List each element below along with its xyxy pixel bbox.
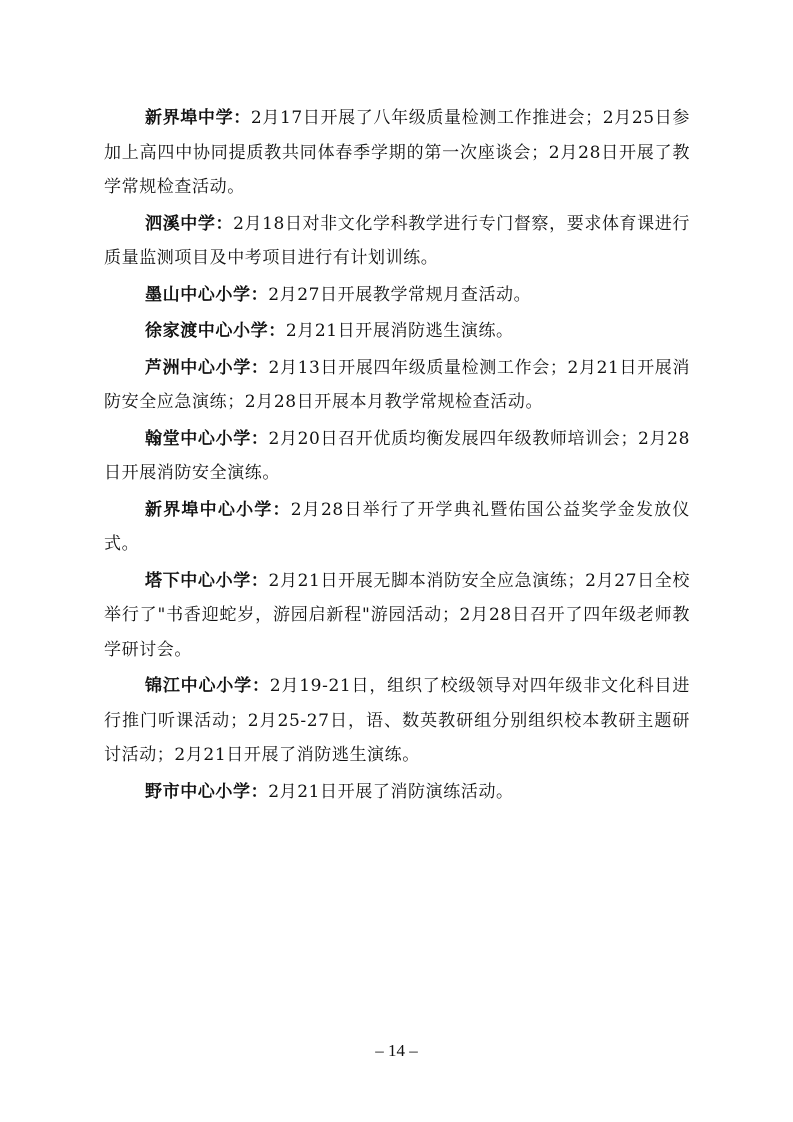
entry-text: 2月21日开展无脚本消防安全应急演练；2月27日全校举行了"书香迎蛇岁，游园启新程"游园活动；2月28日召开了四年级老师教学研讨会。	[104, 570, 690, 660]
entry-xinjiebu-middle-school	[104, 101, 690, 205]
entry-text: 2月28日举行了开学典礼暨佑国公益奖学金发放仪式。	[104, 499, 690, 554]
entry-luzhou-primary	[104, 351, 690, 420]
entry-text: 2月21日开展消防逃生演练。	[285, 321, 514, 341]
document-body	[104, 101, 690, 811]
school-name: 新界埠中心小学：	[145, 499, 291, 520]
entry-yeshi-primary	[104, 775, 690, 810]
entry-text: 2月20日召开优质均衡发展四年级教师培训会；2月28日开展消防安全演练。	[104, 428, 690, 483]
school-name: 塔下中心小学：	[145, 570, 269, 591]
school-name: 墨山中心小学：	[145, 284, 269, 305]
entry-xujiadu-primary	[104, 314, 690, 349]
page-number: – 14 –	[375, 1041, 418, 1060]
school-name: 翰堂中心小学：	[145, 428, 269, 449]
entry-text: 2月17日开展了八年级质量检测工作推进会；2月25日参加上高四中协同提质教共同体春季学期的第一次座谈会；2月28日开展了教学常规检查活动。	[104, 108, 690, 197]
entry-taxia-primary	[104, 564, 690, 668]
school-name: 芦洲中心小学：	[145, 357, 269, 378]
entry-moshan-primary	[104, 278, 690, 313]
school-name: 新界埠中学：	[145, 108, 251, 128]
entry-sixi-middle-school	[104, 207, 690, 276]
entry-hantang-primary	[104, 422, 690, 491]
entry-text: 2月27日开展教学常规月查活动。	[268, 284, 532, 305]
school-name: 锦江中心小学：	[145, 676, 270, 696]
entry-text: 2月21日开展了消防演练活动。	[268, 781, 514, 802]
entry-jinjiang-primary	[104, 669, 690, 773]
entry-text: 2月13日开展四年级质量检测工作会；2月21日开展消防安全应急演练；2月28日开展本月教学常规检查活动。	[104, 357, 690, 412]
school-name: 泗溪中学：	[145, 213, 234, 234]
entry-text: 2月19-21日，组织了校级领导对四年级非文化科目进行推门听课活动；2月25-27日，语、数英教研组分别组织校本教研主题研讨活动；2月21日开展了消防逃生演练。	[104, 676, 690, 765]
entry-text: 2月18日对非文化学科教学进行专门督察，要求体育课进行质量监测项目及中考项目进行有计划训练。	[104, 213, 690, 268]
school-name: 徐家渡中心小学：	[145, 321, 286, 341]
entry-xinjiebu-primary	[104, 493, 690, 562]
school-name: 野市中心小学：	[145, 781, 269, 802]
